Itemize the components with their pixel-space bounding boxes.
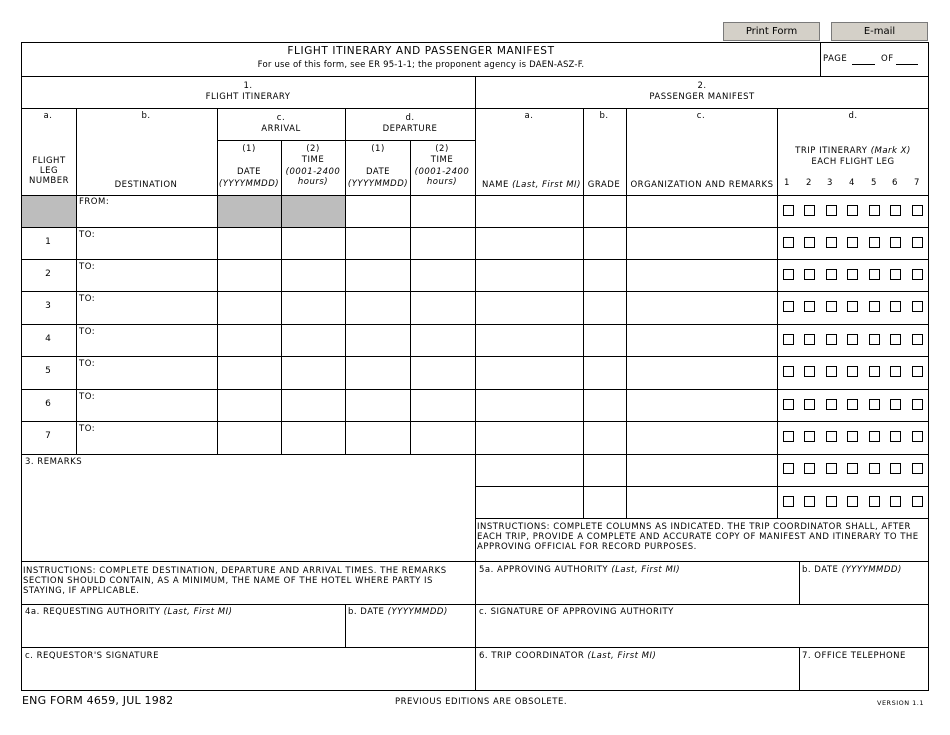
section2-title: PASSENGER MANIFEST — [649, 92, 755, 102]
trip-leg-checkbox[interactable] — [783, 237, 794, 248]
trip-leg-col-6: 6 — [892, 178, 898, 188]
arrival-date-label: DATE — [236, 167, 262, 177]
trip-leg-col-1: 1 — [784, 178, 790, 188]
trip-leg-checkbox[interactable] — [869, 301, 880, 312]
leg-number: 7 — [45, 431, 51, 441]
requesting-authority-label — [25, 607, 232, 617]
col-organization-header: ORGANIZATION AND REMARKS — [630, 180, 774, 190]
leg-number: 1 — [45, 237, 51, 247]
approving-authority-text: 5a. APPROVING AUTHORITY — [479, 565, 609, 575]
section1-title: FLIGHT ITINERARY — [205, 92, 291, 102]
trip-leg-checkbox[interactable] — [826, 431, 837, 442]
trip-leg-checkbox[interactable] — [869, 334, 880, 345]
trip-leg-checkbox[interactable] — [826, 463, 837, 474]
trip-leg-checkbox[interactable] — [804, 237, 815, 248]
trip-leg-checkbox[interactable] — [826, 237, 837, 248]
form-title: FLIGHT ITINERARY AND PASSENGER MANIFEST — [287, 45, 555, 57]
departure-date-label: DATE — [365, 167, 391, 177]
to-label: TO: — [79, 424, 96, 434]
trip-leg-checkbox[interactable] — [912, 334, 923, 345]
col-name-label: NAME — [482, 180, 509, 190]
departure-date-sub: (1) — [371, 144, 385, 154]
col-a-letter: a. — [43, 111, 53, 121]
departure-time-sub: (2) — [435, 144, 449, 154]
col-grade-header: GRADE — [587, 180, 621, 190]
leg-number: 4 — [45, 334, 51, 344]
trip-leg-checkbox[interactable] — [804, 496, 815, 507]
trip-leg-checkbox[interactable] — [847, 269, 858, 280]
trip-leg-checkbox[interactable] — [826, 496, 837, 507]
trip-coordinator-format: (Last, First MI) — [587, 651, 657, 661]
col-2b-letter: b. — [599, 111, 609, 121]
trip-coordinator-label — [479, 651, 656, 661]
trip-leg-checkbox[interactable] — [890, 269, 901, 280]
col-d-letter: d. — [405, 113, 415, 123]
from-label: FROM: — [79, 197, 110, 207]
trip-leg-checkbox[interactable] — [869, 431, 880, 442]
col-destination-header: DESTINATION — [114, 180, 178, 190]
trip-leg-checkbox[interactable] — [912, 237, 923, 248]
email-button[interactable]: E-mail — [831, 22, 928, 41]
form-subtitle: For use of this form, see ER 95-1-1; the proponent agency is DAEN-ASZ-F. — [257, 60, 585, 70]
arrival-date-format: (YYYYMMDD) — [218, 179, 280, 189]
leg-number: 5 — [45, 366, 51, 376]
trip-itinerary-mark: (Mark X) — [870, 146, 911, 156]
trip-leg-checkbox[interactable] — [826, 205, 837, 216]
form-version: VERSION 1.1 — [877, 699, 924, 707]
form-id: ENG FORM 4659, JUL 1982 — [22, 694, 174, 707]
trip-leg-checkbox[interactable] — [847, 431, 858, 442]
trip-leg-checkbox[interactable] — [826, 269, 837, 280]
requestor-signature-label: c. REQUESTOR'S SIGNATURE — [25, 651, 159, 661]
leg-number: 6 — [45, 399, 51, 409]
to-label: TO: — [79, 327, 96, 337]
trip-leg-checkbox[interactable] — [912, 399, 923, 410]
trip-leg-checkbox[interactable] — [783, 431, 794, 442]
trip-leg-checkbox[interactable] — [912, 269, 923, 280]
leg-number: 2 — [45, 269, 51, 279]
trip-leg-checkbox[interactable] — [869, 496, 880, 507]
col-flight-leg-header: FLIGHT LEG NUMBER — [28, 156, 70, 187]
col-b-letter: b. — [141, 111, 151, 121]
trip-leg-checkbox[interactable] — [890, 431, 901, 442]
obsolete-notice: PREVIOUS EDITIONS ARE OBSOLETE. — [394, 697, 568, 707]
col-c-letter: c. — [276, 113, 286, 123]
trip-leg-checkbox[interactable] — [890, 366, 901, 377]
trip-itinerary-label: TRIP ITINERARY — [795, 146, 868, 156]
departure-date-format: (YYYYMMDD) — [347, 179, 409, 189]
trip-leg-checkbox[interactable] — [890, 399, 901, 410]
trip-leg-checkbox[interactable] — [890, 334, 901, 345]
trip-leg-checkbox[interactable] — [869, 463, 880, 474]
print-form-button[interactable]: Print Form — [723, 22, 820, 41]
section2-number: 2. — [697, 81, 707, 91]
col-name-format: (Last, First MI) — [512, 180, 581, 190]
trip-leg-col-4: 4 — [849, 178, 855, 188]
trip-leg-checkbox[interactable] — [869, 269, 880, 280]
arrival-date-sub: (1) — [242, 144, 256, 154]
departure-time-format: (0001-2400 hours) — [414, 167, 470, 188]
trip-leg-checkbox[interactable] — [890, 301, 901, 312]
trip-leg-checkbox[interactable] — [826, 366, 837, 377]
trip-leg-checkbox[interactable] — [783, 205, 794, 216]
trip-leg-checkbox[interactable] — [890, 237, 901, 248]
trip-leg-checkbox[interactable] — [847, 237, 858, 248]
leg-number: 3 — [45, 301, 51, 311]
approving-authority-format: (Last, First MI) — [611, 565, 681, 575]
to-label: TO: — [79, 359, 96, 369]
remarks-label: 3. REMARKS — [25, 457, 83, 467]
trip-leg-checkbox[interactable] — [783, 334, 794, 345]
trip-leg-checkbox[interactable] — [890, 205, 901, 216]
trip-leg-checkbox[interactable] — [783, 463, 794, 474]
to-label: TO: — [79, 262, 96, 272]
approving-signature-label: c. SIGNATURE OF APPROVING AUTHORITY — [479, 607, 674, 617]
approval-date-format: (YYYYMMDD) — [841, 565, 902, 575]
col-2c-letter: c. — [696, 111, 706, 121]
approval-date-label — [802, 565, 902, 575]
trip-itinerary-header — [795, 146, 911, 156]
trip-leg-col-5: 5 — [871, 178, 877, 188]
trip-leg-checkbox[interactable] — [847, 334, 858, 345]
to-label: TO: — [79, 294, 96, 304]
trip-leg-checkbox[interactable] — [783, 269, 794, 280]
trip-leg-checkbox[interactable] — [826, 334, 837, 345]
arrival-time-sub: (2) — [306, 144, 320, 154]
trip-leg-checkbox[interactable] — [912, 301, 923, 312]
trip-leg-checkbox[interactable] — [912, 366, 923, 377]
col-arrival-header: ARRIVAL — [261, 124, 301, 134]
trip-leg-checkbox[interactable] — [847, 399, 858, 410]
trip-leg-checkbox[interactable] — [783, 399, 794, 410]
requesting-authority-format: (Last, First MI) — [163, 607, 233, 617]
office-telephone-label: 7. OFFICE TELEPHONE — [802, 651, 906, 661]
trip-leg-checkbox[interactable] — [912, 496, 923, 507]
trip-leg-checkbox[interactable] — [847, 205, 858, 216]
col-2d-letter: d. — [848, 111, 858, 121]
trip-leg-checkbox[interactable] — [804, 399, 815, 410]
to-label: TO: — [79, 230, 96, 240]
requesting-authority-text: 4a. REQUESTING AUTHORITY — [25, 607, 161, 617]
trip-leg-checkbox[interactable] — [783, 301, 794, 312]
trip-leg-checkbox[interactable] — [826, 399, 837, 410]
trip-leg-checkbox[interactable] — [804, 301, 815, 312]
trip-coordinator-text: 6. TRIP COORDINATOR — [479, 651, 585, 661]
approving-authority-label — [479, 565, 680, 575]
trip-leg-checkbox[interactable] — [912, 431, 923, 442]
departure-time-label: TIME — [430, 155, 454, 165]
trip-leg-col-7: 7 — [914, 178, 920, 188]
request-date-text: b. DATE — [348, 607, 385, 617]
trip-leg-col-3: 3 — [827, 178, 833, 188]
trip-leg-checkbox[interactable] — [804, 431, 815, 442]
section1-number: 1. — [243, 81, 253, 91]
trip-leg-checkbox[interactable] — [804, 334, 815, 345]
trip-leg-checkbox[interactable] — [847, 301, 858, 312]
page-of-label: OF — [881, 54, 894, 64]
trip-leg-checkbox[interactable] — [826, 301, 837, 312]
trip-leg-checkbox[interactable] — [912, 205, 923, 216]
to-label: TO: — [79, 392, 96, 402]
col-2a-letter: a. — [524, 111, 534, 121]
trip-leg-checkbox[interactable] — [869, 205, 880, 216]
trip-leg-checkbox[interactable] — [804, 269, 815, 280]
trip-leg-col-2: 2 — [806, 178, 812, 188]
arrival-time-label: TIME — [301, 155, 325, 165]
trip-leg-checkbox[interactable] — [869, 399, 880, 410]
page-label: PAGE — [823, 54, 848, 64]
trip-leg-checkbox[interactable] — [783, 366, 794, 377]
shaded-cells — [22, 195, 345, 227]
trip-leg-checkbox[interactable] — [804, 366, 815, 377]
col-name-header — [482, 180, 581, 190]
request-date-label — [348, 607, 448, 617]
request-date-format: (YYYYMMDD) — [387, 607, 448, 617]
trip-leg-checkbox[interactable] — [804, 205, 815, 216]
col-departure-header: DEPARTURE — [382, 124, 438, 134]
trip-leg-checkbox[interactable] — [912, 463, 923, 474]
arrival-time-format: (0001-2400 hours) — [285, 167, 341, 188]
itinerary-instructions: INSTRUCTIONS: COMPLETE DESTINATION, DEPARTURE AND ARRIVAL TIMES. THE REMARKS SECTION SHOULD CONTAIN, AS A MINIMUM, THE NAME OF THE HOTEL WHERE PARTY IS STAYING, IF APPLICABLE. — [23, 566, 447, 597]
trip-leg-checkbox[interactable] — [847, 366, 858, 377]
trip-itinerary-label2: EACH FLIGHT LEG — [811, 157, 895, 167]
trip-leg-checkbox[interactable] — [890, 496, 901, 507]
trip-leg-checkbox[interactable] — [783, 496, 794, 507]
trip-leg-checkbox[interactable] — [890, 463, 901, 474]
trip-leg-checkbox[interactable] — [869, 366, 880, 377]
trip-leg-checkbox[interactable] — [847, 496, 858, 507]
trip-leg-checkbox[interactable] — [804, 463, 815, 474]
manifest-instructions: INSTRUCTIONS: COMPLETE COLUMNS AS INDICATED. THE TRIP COORDINATOR SHALL, AFTER EACH TRIP, PROVIDE A COMPLETE AND ACCURATE COPY OF MANIFEST AND ITINERARY TO THE APPROVING OFFICIAL FOR RECORD PURPOSES. — [477, 522, 919, 553]
trip-leg-checkbox[interactable] — [869, 237, 880, 248]
approval-date-text: b. DATE — [802, 565, 839, 575]
trip-leg-checkbox[interactable] — [847, 463, 858, 474]
